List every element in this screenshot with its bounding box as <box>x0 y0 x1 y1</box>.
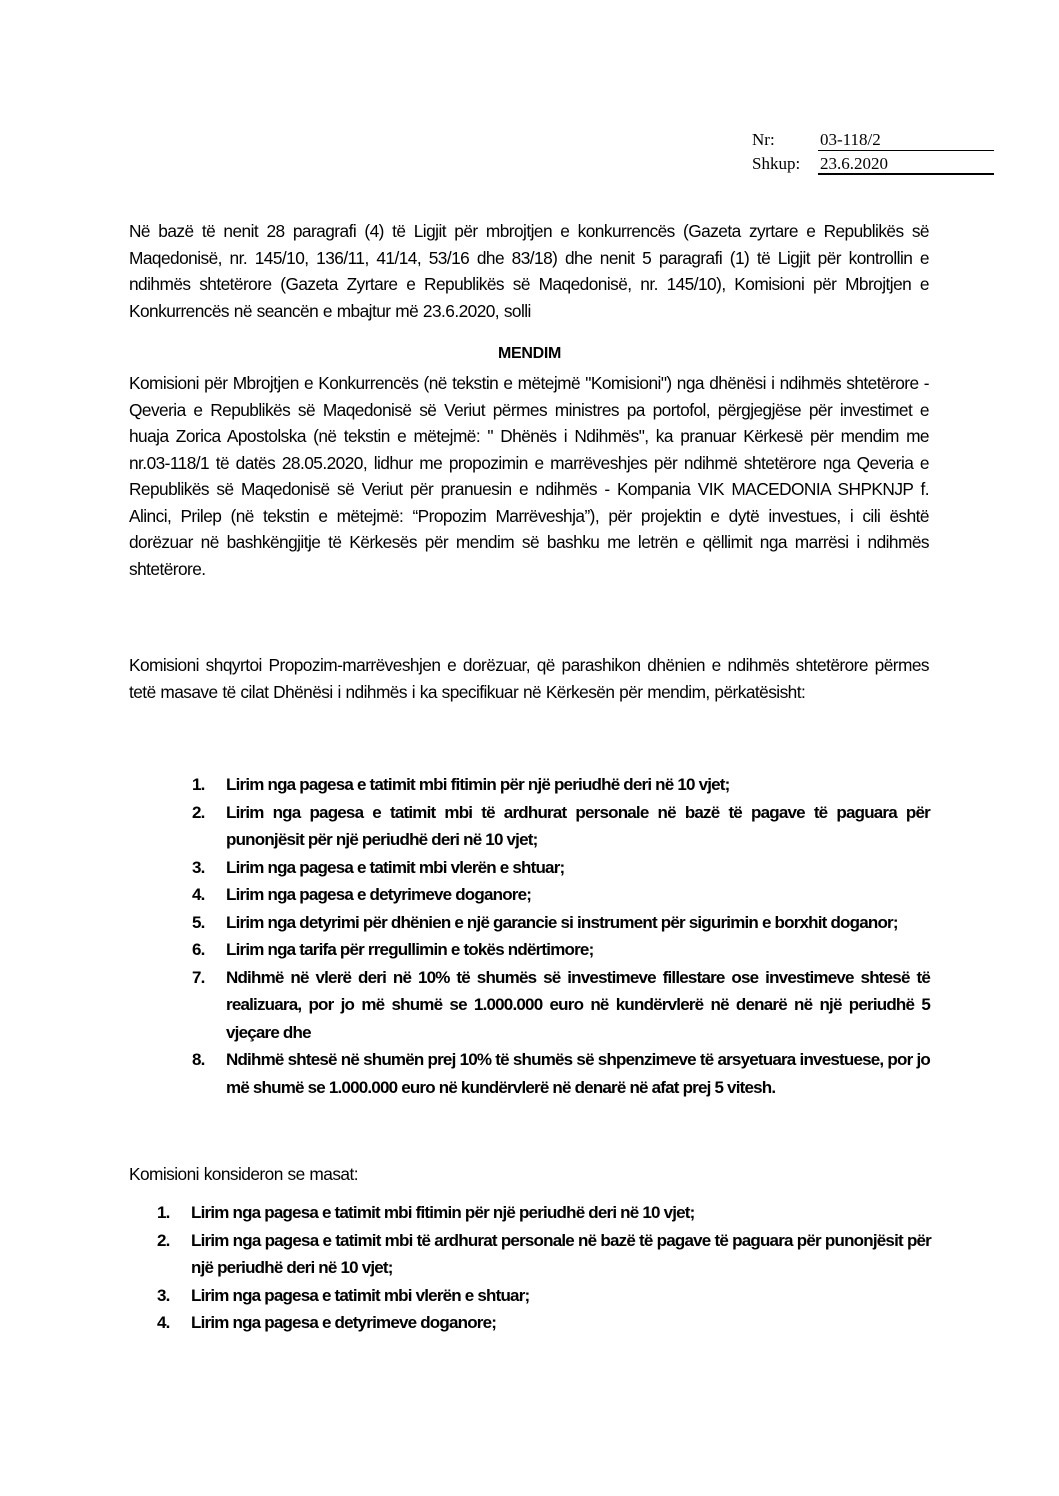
list-item <box>192 964 930 1047</box>
list-item-number: 4. <box>192 885 205 904</box>
reference-number-underline <box>818 150 994 151</box>
list-item-number: 1. <box>192 775 205 794</box>
list-item-number: 4. <box>157 1313 170 1332</box>
reference-place-label: Shkup: <box>752 154 801 173</box>
list-item-number: 1. <box>157 1203 170 1222</box>
list-item-text: Lirim nga pagesa e tatimit mbi të ardhurat personale në bazë të pagave të paguara për punonjësit për një periudhë deri në 10 vjet; <box>226 802 930 849</box>
list-item-text: Ndihmë shtesë në shumën prej 10% të shumës së shpenzimeve të arsyetuara investuese, por jo më shumë se 1.000.000 euro në kundërvlerë në denarë në afat prej 5 vitesh. <box>226 1050 930 1097</box>
list-item <box>157 1227 931 1282</box>
list-item-number: 5. <box>192 912 205 932</box>
list-item-text: Lirim nga pagesa e detyrimeve doganore; <box>191 1313 497 1332</box>
list-item <box>192 799 930 854</box>
list-item-text: Lirim nga detyrimi për dhënien e një garancie si instrument për sigurimin e borxhit doganor; <box>226 912 898 932</box>
measures-list <box>192 771 930 1101</box>
request-paragraph-text: Komisioni për Mbrojtjen e Konkurrencës (në tekstin e mëtejmë "Komisioni") nga dhënësi i ndihmës shtetërore - Qeveria e Republikës së Maqedonisë së Veriut përmes ministres pa portofol, përgjegjëse për investimet e huaja Zorica Apostolska (në tekstin e mëtejmë: " Dhënës i Ndihmës", ka pranuar Kërkesë për mendim me nr.03-118/1 të datës 28.05.2020, lidhur me propozimin e marrëveshjes për ndihmë shtetërore nga Qeveria e Republikës së Maqedonisë së Veriut për pranuesin e ndihmës - Kompania VIK MACEDONIA SHPKNJP f. Alinci, Prilep (në tekstin e mëtejmë: “Propozim Marrëveshja”), për projektin e dytë investues, i cili është dorëzuar në bashkëngjitje të Kërkesës për mendim së bashku me letrën e qëllimit nga marrësi i ndihmës shtetërore. <box>129 373 929 579</box>
list-item <box>157 1282 931 1310</box>
reference-date-underline <box>818 173 994 175</box>
list-item <box>192 936 930 964</box>
list-item-text: Lirim nga pagesa e tatimit mbi fitimin për një periudhë deri në 10 vjet; <box>226 775 730 794</box>
list-item-text: Lirim nga pagesa e tatimit mbi të ardhurat personale në bazë të pagave të paguara për punonjësit për një periudhë deri në 10 vjet; <box>191 1230 931 1277</box>
list-item-number: 3. <box>157 1285 170 1305</box>
list-item-text: Lirim nga pagesa e detyrimeve doganore; <box>226 885 532 904</box>
considers-paragraph <box>129 1161 929 1188</box>
reference-number-text: 03-118/2 <box>820 130 881 149</box>
considers-paragraph-text: Komisioni konsideron se masat: <box>129 1164 358 1184</box>
list-item <box>192 854 930 882</box>
list-item-text: Lirim nga pagesa e tatimit mbi fitimin për një periudhë deri në 10 vjet; <box>191 1203 695 1222</box>
list-item-number: 3. <box>192 857 205 877</box>
review-paragraph-text: Komisioni shqyrtoi Propozim-marrëveshjen e dorëzuar, që parashikon dhënien e ndihmës shtetërore përmes tetë masave të cilat Dhënësi i ndihmës i ka specifikuar në Kërkesën për mendim, përkatësisht: <box>129 655 929 702</box>
list-item-text: Lirim nga tarifa për rregullimin e tokës ndërtimore; <box>226 940 594 959</box>
list-item-number: 2. <box>192 802 205 822</box>
reference-date-text: 23.6.2020 <box>820 154 888 173</box>
list-item-number: 8. <box>192 1050 205 1069</box>
list-item <box>192 909 930 937</box>
list-item <box>157 1199 931 1227</box>
intro-paragraph <box>129 218 929 324</box>
list-item-text: Lirim nga pagesa e tatimit mbi vlerën e shtuar; <box>226 857 565 877</box>
list-item <box>192 1046 930 1101</box>
intro-paragraph-text: Në bazë të nenit 28 paragrafi (4) të Ligjit për mbrojtjen e konkurrencës (Gazeta zyrtare e Republikës së Maqedonisë, nr. 145/10, 136/11, 41/14, 53/16 dhe 83/18) dhe nenit 5 paragrafi (1) të Ligjit për kontrollin e ndihmës shtetërore (Gazeta Zyrtare e Republikës së Maqedonisë, nr. 145/10), Komisioni për Mbrojtjen e Konkurrencës në seancën e mbajtur më 23.6.2020, solli <box>129 221 929 321</box>
list-item-number: 2. <box>157 1230 170 1250</box>
list-item-text: Ndihmë në vlerë deri në 10% të shumës së investimeve fillestare ose investimeve shtesë të realizuara, por jo më shumë se 1.000.000 euro në kundërvlerë në denarë në një periudhë 5 vjeçare dhe <box>226 967 930 1042</box>
reference-number-label: Nr: <box>752 130 775 149</box>
list-item <box>157 1309 931 1337</box>
review-paragraph <box>129 652 929 705</box>
list-item-text: Lirim nga pagesa e tatimit mbi vlerën e shtuar; <box>191 1285 530 1305</box>
list-item-number: 6. <box>192 940 205 959</box>
considered-measures-list <box>157 1199 931 1337</box>
list-item <box>192 771 930 799</box>
list-item-number: 7. <box>192 967 205 987</box>
reference-date-value <box>818 154 994 174</box>
reference-number-value <box>818 130 994 150</box>
document-heading: MENDIM <box>497 345 562 362</box>
request-paragraph <box>129 370 929 582</box>
list-item <box>192 881 930 909</box>
